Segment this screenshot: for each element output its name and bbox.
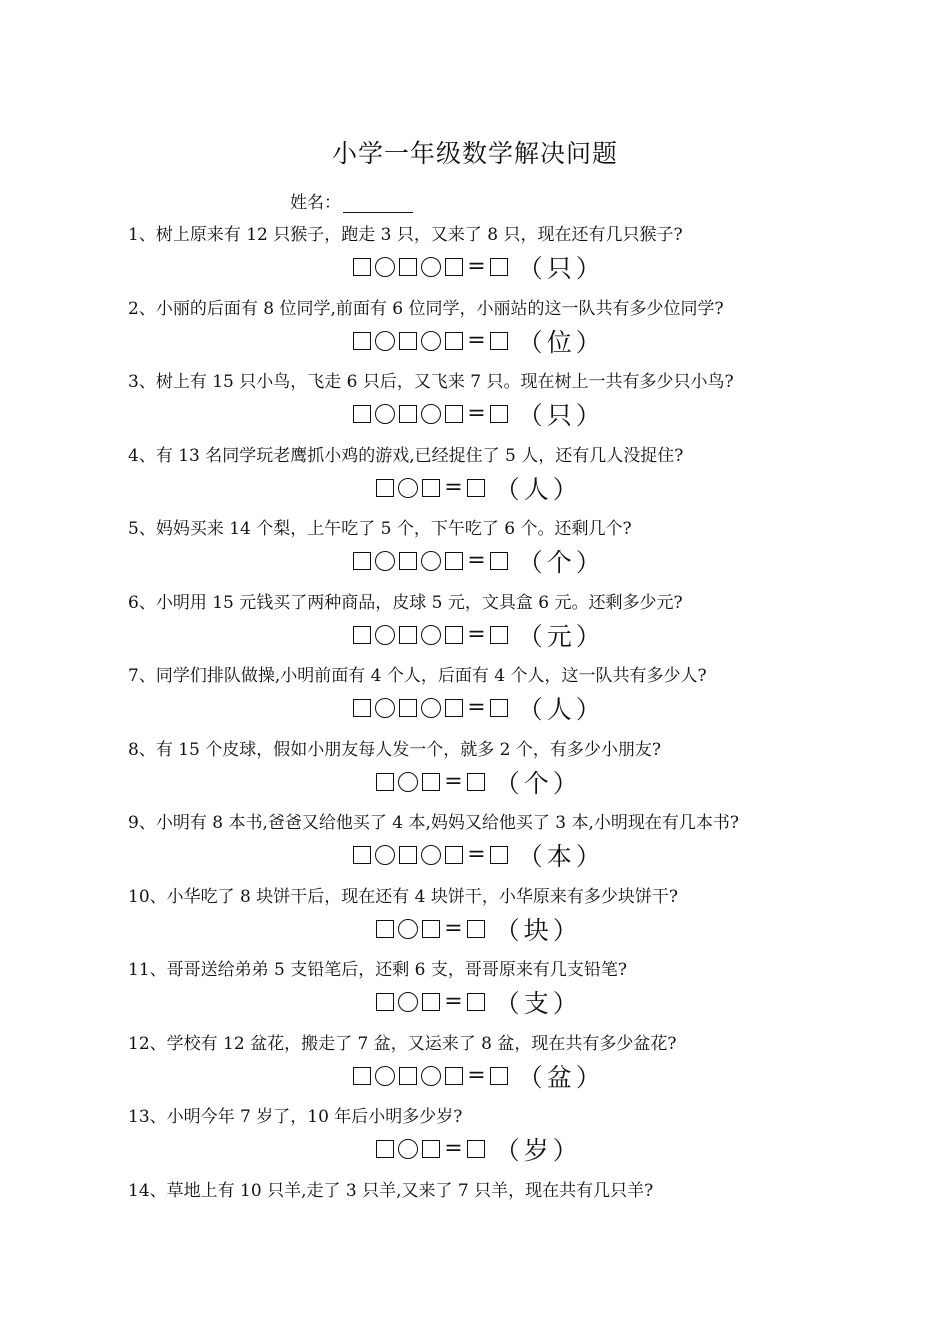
number-blank-box[interactable] [399, 258, 417, 276]
number-blank-box[interactable] [353, 258, 371, 276]
question-text: 8、有 15 个皮球，假如小朋友每人发一个，就多 2 个，有多少小朋友? [128, 739, 661, 760]
answer-unit: （支） [494, 989, 582, 1018]
number-blank-box[interactable] [445, 1067, 463, 1085]
number-blank-box[interactable] [490, 699, 508, 717]
number-blank-box[interactable] [422, 773, 440, 791]
operator-blank-circle[interactable] [398, 478, 418, 498]
question-item [128, 222, 828, 296]
number-blank-box[interactable] [376, 773, 394, 791]
equation-template [128, 252, 828, 282]
answer-unit: （只） [517, 401, 605, 430]
name-label: 姓名： [290, 193, 341, 213]
question-item [128, 810, 828, 884]
question-text: 14、草地上有 10 只羊,走了 3 只羊,又来了 7 只羊，现在共有几只羊? [128, 1180, 654, 1201]
operator-blank-circle[interactable] [421, 331, 441, 351]
operator-blank-circle[interactable] [375, 551, 395, 571]
number-blank-box[interactable] [353, 405, 371, 423]
question-text: 9、小明有 8 本书,爸爸又给他买了 4 本,妈妈又给他买了 3 本,小明现在有几本书? [128, 813, 740, 833]
number-blank-box[interactable] [399, 846, 417, 864]
question-text: 4、有 13 名同学玩老鹰抓小鸡的游戏,已经捉住了 5 人，还有几人没捉住? [128, 445, 684, 466]
question-item [128, 884, 828, 958]
question-item [128, 590, 828, 664]
answer-unit: （元） [517, 621, 605, 651]
answer-unit: （只） [517, 254, 605, 283]
question-item [128, 663, 828, 737]
equals-sign: = [467, 621, 486, 647]
number-blank-box[interactable] [353, 699, 371, 717]
equation-template [128, 767, 828, 797]
number-blank-box[interactable] [490, 1067, 508, 1085]
answer-unit: （岁） [494, 1136, 582, 1165]
number-blank-box[interactable] [399, 626, 417, 644]
equals-sign: = [467, 842, 486, 867]
answer-unit: （个） [494, 768, 582, 798]
number-blank-box[interactable] [445, 552, 463, 570]
answer-unit: （块） [494, 915, 582, 945]
number-blank-box[interactable] [353, 1067, 371, 1085]
number-blank-box[interactable] [445, 626, 463, 644]
number-blank-box[interactable] [422, 1140, 440, 1158]
number-blank-box[interactable] [467, 920, 485, 938]
question-list [128, 222, 828, 1251]
number-blank-box[interactable] [376, 920, 394, 938]
name-blank-line[interactable] [343, 194, 413, 213]
question-text: 10、小华吃了 8 块饼干后，现在还有 4 块饼干，小华原来有多少块饼干? [128, 886, 678, 907]
question-item [128, 443, 828, 517]
equals-sign: = [467, 327, 486, 353]
number-blank-box[interactable] [353, 332, 371, 350]
operator-blank-circle[interactable] [375, 1066, 395, 1086]
answer-unit: （人） [517, 695, 605, 724]
equation-template [128, 914, 828, 944]
number-blank-box[interactable] [422, 479, 440, 497]
number-blank-box[interactable] [467, 479, 485, 497]
question-text: 2、小丽的后面有 8 位同学,前面有 6 位同学，小丽站的这一队共有多少位同学? [128, 298, 724, 319]
answer-unit: （本） [517, 842, 605, 871]
number-blank-box[interactable] [353, 846, 371, 864]
question-item [128, 1104, 828, 1178]
question-item [128, 369, 828, 443]
operator-blank-circle[interactable] [421, 1066, 441, 1086]
question-text: 12、学校有 12 盆花，搬走了 7 盆，又运来了 8 盆，现在共有多少盆花? [128, 1033, 677, 1054]
operator-blank-circle[interactable] [421, 625, 441, 645]
operator-blank-circle[interactable] [421, 698, 441, 718]
operator-blank-circle[interactable] [375, 625, 395, 645]
equals-sign: = [444, 989, 463, 1014]
equation-template [128, 840, 828, 870]
question-item [128, 1031, 828, 1105]
question-text: 11、哥哥送给弟弟 5 支铅笔后，还剩 6 支，哥哥原来有几支铅笔? [128, 960, 627, 980]
number-blank-box[interactable] [422, 993, 440, 1011]
number-blank-box[interactable] [376, 1140, 394, 1158]
question-item [128, 957, 828, 1031]
question-item [128, 1178, 828, 1252]
operator-blank-circle[interactable] [375, 257, 395, 277]
equation-template [128, 1061, 828, 1091]
equation-template [128, 473, 828, 503]
equals-sign: = [444, 915, 463, 941]
operator-blank-circle[interactable] [375, 845, 395, 865]
question-item [128, 516, 828, 590]
number-blank-box[interactable] [445, 332, 463, 350]
question-text: 1、树上原来有 12 只猴子，跑走 3 只，又来了 8 只，现在还有几只猴子? [128, 225, 683, 245]
equation-template [128, 693, 828, 723]
number-blank-box[interactable] [376, 993, 394, 1011]
equation-template [128, 620, 828, 650]
number-blank-box[interactable] [445, 405, 463, 423]
number-blank-box[interactable] [467, 773, 485, 791]
equation-template [128, 987, 828, 1017]
number-blank-box[interactable] [490, 258, 508, 276]
number-blank-box[interactable] [445, 699, 463, 717]
number-blank-box[interactable] [399, 1067, 417, 1085]
equals-sign: = [444, 474, 463, 500]
number-blank-box[interactable] [422, 920, 440, 938]
number-blank-box[interactable] [445, 846, 463, 864]
operator-blank-circle[interactable] [421, 845, 441, 865]
equation-template [128, 1134, 828, 1164]
number-blank-box[interactable] [490, 626, 508, 644]
number-blank-box[interactable] [490, 405, 508, 423]
number-blank-box[interactable] [353, 552, 371, 570]
operator-blank-circle[interactable] [421, 404, 441, 424]
page-title: 小学一年级数学解决问题 [331, 139, 618, 168]
operator-blank-circle[interactable] [375, 331, 395, 351]
equals-sign: = [467, 254, 486, 279]
operator-blank-circle[interactable] [375, 698, 395, 718]
answer-unit: （人） [494, 474, 582, 504]
number-blank-box[interactable] [467, 1140, 485, 1158]
operator-blank-circle[interactable] [398, 992, 418, 1012]
number-blank-box[interactable] [490, 332, 508, 350]
number-blank-box[interactable] [467, 993, 485, 1011]
question-text: 7、同学们排队做操,小明前面有 4 个人，后面有 4 个人，这一队共有多少人? [128, 666, 707, 686]
equals-sign: = [467, 695, 486, 720]
equals-sign: = [444, 768, 463, 794]
equals-sign: = [467, 401, 486, 426]
number-blank-box[interactable] [490, 552, 508, 570]
number-blank-box[interactable] [399, 552, 417, 570]
equals-sign: = [467, 548, 486, 573]
number-blank-box[interactable] [490, 846, 508, 864]
equation-template [128, 399, 828, 429]
equals-sign: = [444, 1136, 463, 1161]
question-text: 5、妈妈买来 14 个梨，上午吃了 5 个，下午吃了 6 个。还剩几个? [128, 519, 632, 539]
operator-blank-circle[interactable] [421, 551, 441, 571]
question-item [128, 737, 828, 811]
name-field-row [290, 188, 413, 213]
question-text: 13、小明今年 7 岁了，10 年后小明多少岁? [128, 1107, 463, 1127]
equals-sign: = [467, 1062, 486, 1088]
question-text: 6、小明用 15 元钱买了两种商品，皮球 5 元，文具盒 6 元。还剩多少元? [128, 592, 683, 613]
operator-blank-circle[interactable] [398, 772, 418, 792]
answer-unit: （个） [517, 548, 605, 577]
number-blank-box[interactable] [399, 405, 417, 423]
answer-unit: （盆） [517, 1062, 605, 1092]
number-blank-box[interactable] [399, 699, 417, 717]
number-blank-box[interactable] [445, 258, 463, 276]
number-blank-box[interactable] [399, 332, 417, 350]
question-text: 3、树上有 15 只小鸟，飞走 6 只后，又飞来 7 只。现在树上一共有多少只小鸟? [128, 372, 734, 392]
equation-template [128, 326, 828, 356]
answer-unit: （位） [517, 327, 605, 357]
equation-template [128, 546, 828, 576]
question-item [128, 296, 828, 370]
operator-blank-circle[interactable] [398, 919, 418, 939]
number-blank-box[interactable] [353, 626, 371, 644]
operator-blank-circle[interactable] [421, 257, 441, 277]
number-blank-box[interactable] [376, 479, 394, 497]
operator-blank-circle[interactable] [375, 404, 395, 424]
operator-blank-circle[interactable] [398, 1139, 418, 1159]
